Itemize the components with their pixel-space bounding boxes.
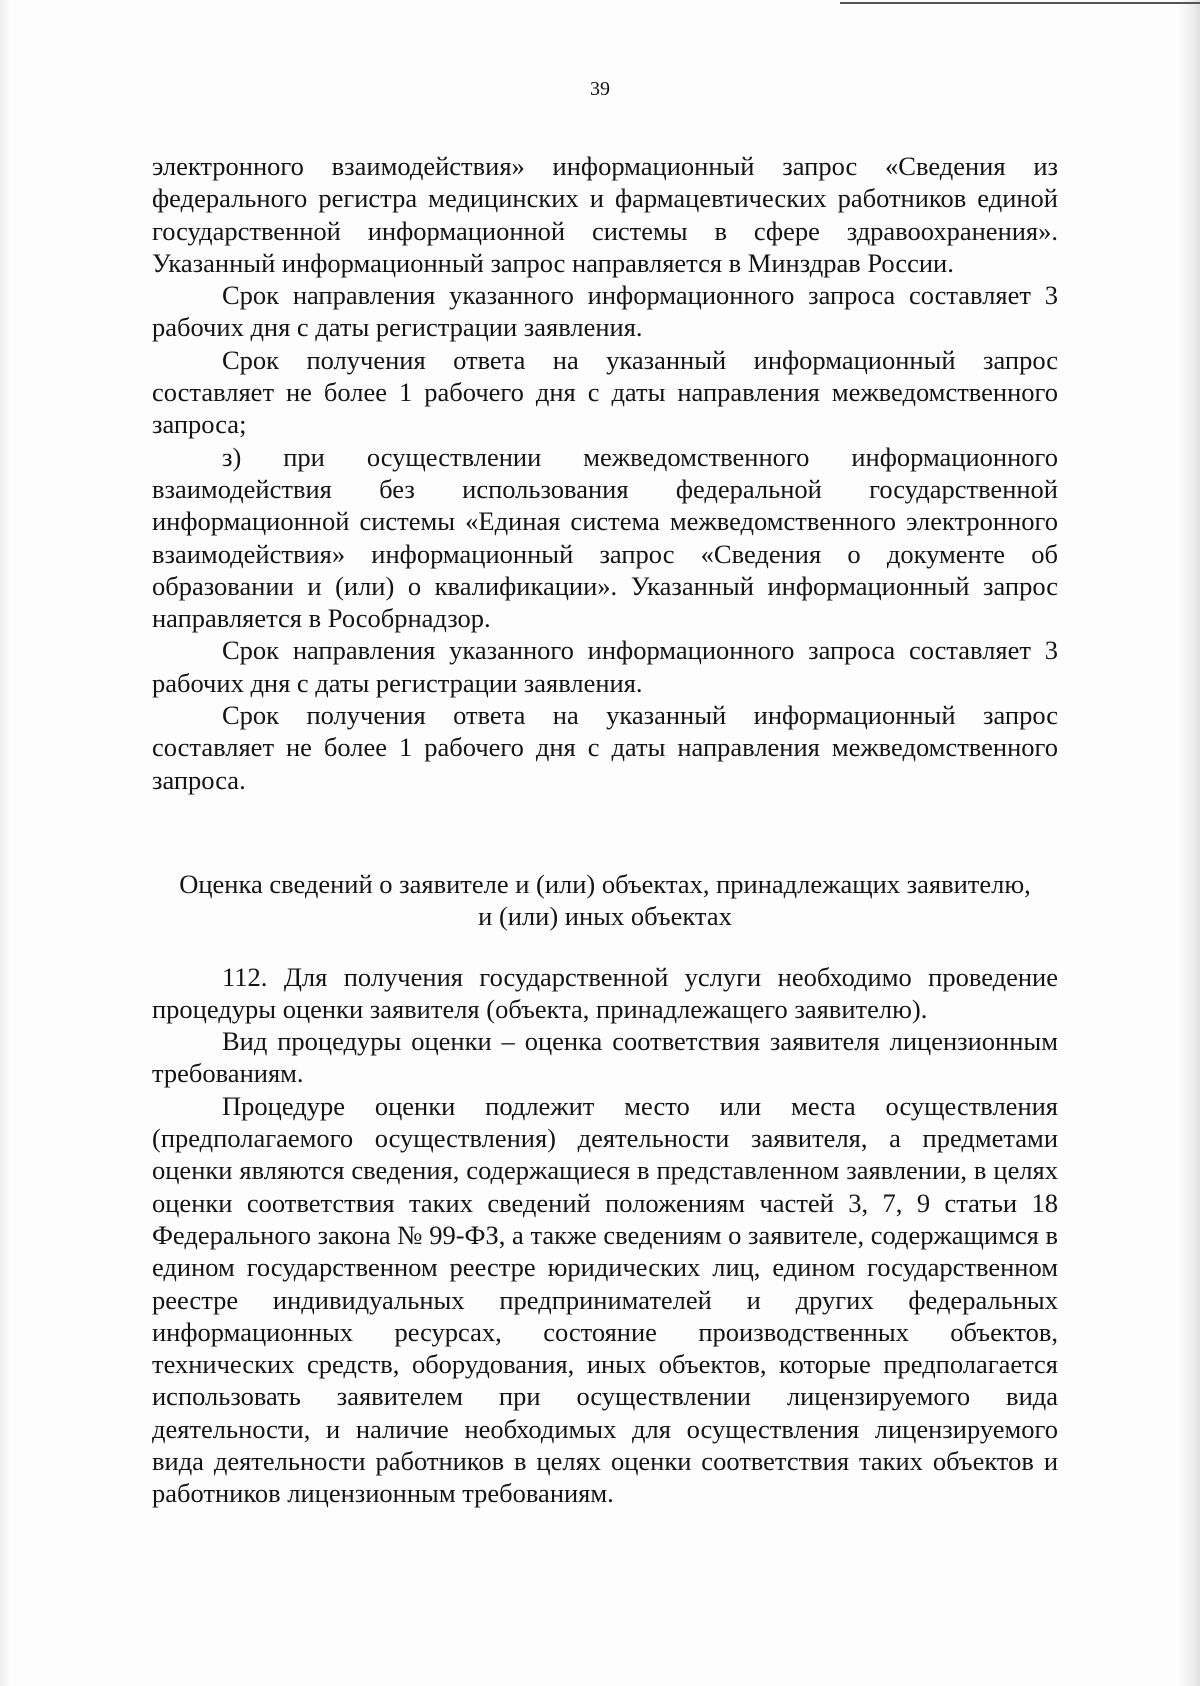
page-number: 39 [590, 78, 610, 100]
paragraph: электронного взаимодействия» информационный запрос «Сведения из федерального регистра медицинских и фармацевтических работников единой государственной информационной системы в сфере здравоохранения». Указанный информационный запрос направляется в Минздрав России. [152, 151, 1058, 278]
paragraph: з) при осуществлении межведомственного информационного взаимодействия без использования федеральной государственной информационной системы «Единая система межведомственного электронного взаимодействия» информационный запрос «Сведения о документе об образовании и (или) о квалификации». Указанный информационный запрос направляется в Рособрнадзор. [152, 441, 1058, 634]
section-spacer [152, 796, 1058, 868]
scan-edge-right [1178, 0, 1200, 1686]
section-spacer [152, 933, 1058, 961]
paragraph: Вид процедуры оценки – оценка соответствия заявителя лицензионным требованиям. [152, 1026, 1058, 1089]
document-body [152, 150, 1058, 1510]
paragraph: Срок получения ответа на указанный информационный запрос составляет не более 1 рабочего дня с даты направления межведомственного запроса; [152, 344, 1058, 440]
scan-edge-left [0, 0, 10, 1686]
paragraph: Процедуре оценки подлежит место или места осуществления (предполагаемого осуществления) деятельности заявителя, а предметами оценки являются сведения, содержащиеся в представленном заявлении, в целях оценки соответствия таких сведений положениям частей 3, 7, 9 статьи 18 Федерального закона № 99-ФЗ, а также сведениям о заявителе, содержащимся в едином государственном реестре юридических лиц, едином государственном реестре индивидуальных предпринимателей и других федеральных информационных ресурсах, состояние производственных объектов, технических средств, оборудования, иных объектов, которые предполагается использовать заявителем при осуществлении лицензируемого вида деятельности, и наличие необходимых для осуществления лицензируемого вида деятельности работников в целях оценки соответствия таких объектов и работников лицензионным требованиям. [152, 1090, 1058, 1509]
paragraph: Срок получения ответа на указанный информационный запрос составляет не более 1 рабочего дня с даты направления межведомственного запроса. [152, 700, 1058, 795]
paragraph: Срок направления указанного информационного запроса составляет 3 рабочих дня с даты регистрации заявления. [152, 280, 1058, 343]
section-heading-line: Оценка сведений о заявителе и (или) объектах, принадлежащих заявителю, [179, 868, 1031, 899]
paragraph: 112. Для получения государственной услуги необходимо проведение процедуры оценки заявителя (объекта, принадлежащего заявителю). [152, 961, 1058, 1024]
top-scan-line [840, 2, 1200, 4]
section-heading-line: и (или) иных объектах [478, 901, 732, 932]
section-heading [152, 868, 1058, 933]
paragraph: Срок направления указанного информационного запроса составляет 3 рабочих дня с даты регистрации заявления. [152, 635, 1058, 698]
